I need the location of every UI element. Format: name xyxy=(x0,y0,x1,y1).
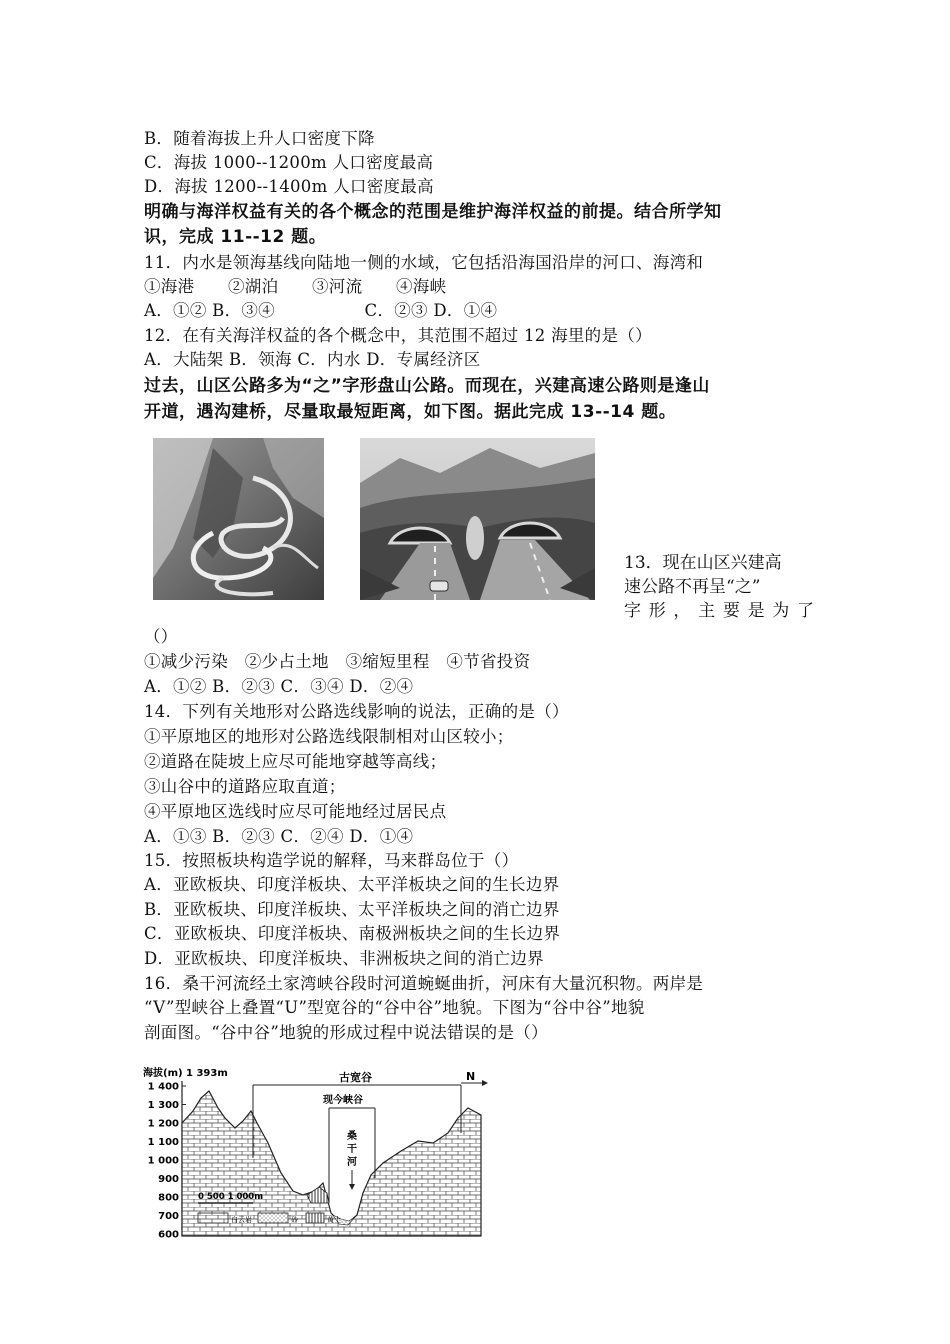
question-13-line-2: 速公路不再呈“之” xyxy=(624,577,761,597)
current-gorge-label: 现今峡谷 xyxy=(323,1095,363,1106)
intro-11-line-1: 明确与海洋权益有关的各个概念的范围是维护海洋权益的前提。结合所学知 xyxy=(144,202,722,222)
question-13-items: ①减少污染 ②少占土地 ③缩短里程 ④节省投资 xyxy=(144,652,531,671)
y-tick-label: 600 xyxy=(158,1229,179,1241)
question-14-item-1: ①平原地区的地形对公路选线限制相对山区较小； xyxy=(144,727,514,746)
ancient-valley-label: 古宽谷 xyxy=(339,1071,372,1084)
legend-loess-swatch xyxy=(306,1213,324,1223)
intro-11-line-2: 识，完成 11--12 题。 xyxy=(144,227,327,247)
y-tick-label: 1 000 xyxy=(147,1155,179,1167)
y-tick-label: 700 xyxy=(158,1211,179,1222)
intro-13-line-2: 开道，遇沟建桥，尽量取最短距离，如下图。据此完成 13--14 题。 xyxy=(144,402,677,422)
y-tick-label: 1 400 xyxy=(147,1081,179,1093)
y-tick-label: 1 100 xyxy=(147,1137,179,1148)
y-tick-label: 1 300 xyxy=(147,1100,179,1111)
question-12-options: A．大陆架 B．领海 C．内水 D．专属经济区 xyxy=(144,350,481,369)
question-16-line-2: “V”型峡谷上叠置“U”型宽谷的“谷中谷”地貌。下图为“谷中谷”地貌 xyxy=(144,998,645,1017)
river-label-2: 干 xyxy=(347,1144,357,1155)
legend-sand-swatch xyxy=(258,1213,288,1223)
y-tick-label: 1 200 xyxy=(147,1118,179,1130)
question-13-line-3: 字形，主要是为了 xyxy=(624,601,814,621)
option-c-line: C．海拔 1000--1200m 人口密度最高 xyxy=(144,153,434,172)
y-tick-label: 900 xyxy=(158,1174,179,1185)
question-15: 15．按照板块构造学说的解释，马来群岛位于（） xyxy=(144,851,519,870)
question-14-item-2: ②道路在陡坡上应尽可能地穿越等高线； xyxy=(144,752,447,771)
question-13-options: A．①② B．②③ C．③④ D．②④ xyxy=(144,677,414,696)
highway-tunnel-photo xyxy=(360,438,595,600)
legend-loess-label: 黄土 xyxy=(327,1216,341,1224)
y-axis-label: 海拔(m) xyxy=(143,1068,183,1079)
y-tick-label: 800 xyxy=(158,1192,179,1204)
winding-road-photo xyxy=(153,438,324,600)
legend-dolomite-label: 白云岩 xyxy=(231,1216,252,1224)
loess-deposit xyxy=(307,1187,329,1203)
question-15-option-d: D．亚欧板块、印度洋板块、非洲板块之间的消亡边界 xyxy=(144,949,544,968)
question-14-item-4: ④平原地区选线时应尽可能地经过居民点 xyxy=(144,802,447,821)
question-11-items: ①海港 ②湖泊 ③河流 ④海峡 xyxy=(144,277,447,296)
question-15-option-c: C．亚欧板块、印度洋板块、南极洲板块之间的生长边界 xyxy=(144,924,561,943)
y-ticks xyxy=(148,1082,186,1241)
option-b-line: B．随着海拔上升人口密度下降 xyxy=(144,129,375,148)
question-16-line-3: 剖面图。“谷中谷”地貌的形成过程中说法错误的是（） xyxy=(144,1023,548,1042)
option-d-line: D．海拔 1200--1400m 人口密度最高 xyxy=(144,177,434,196)
scale-label: 0 500 1 000m xyxy=(198,1192,264,1202)
question-13-line-4: （） xyxy=(144,627,178,646)
question-14-options: A．①③ B．②③ C．②④ D．①④ xyxy=(144,827,414,846)
question-14: 14．下列有关地形对公路选线影响的说法，正确的是（） xyxy=(144,702,569,721)
peak-label: 1 393m xyxy=(186,1068,228,1079)
intro-13-line-1: 过去，山区公路多为“之”字形盘山公路。而现在，兴建高速公路则是逢山 xyxy=(144,376,710,396)
question-15-option-b: B．亚欧板块、印度洋板块、太平洋板块之间的消亡边界 xyxy=(144,900,560,919)
legend-sand-label: 砂 xyxy=(291,1216,298,1224)
valley-cross-section-diagram xyxy=(143,1063,498,1243)
question-12: 12．在有关海洋权益的各个概念中，其范围不超过 12 海里的是（） xyxy=(144,326,652,345)
river-label-1: 桑 xyxy=(347,1131,357,1142)
question-11: 11．内水是领海基线向陆地一侧的水域，它包括沿海国沿岸的河口、海湾和 xyxy=(144,253,704,272)
question-11-options: A．①② B．③④ C．②③ D．①④ xyxy=(144,301,498,320)
question-14-item-3: ③山谷中的道路应取直道； xyxy=(144,777,346,796)
legend-dolomite-swatch xyxy=(198,1213,228,1223)
question-16-line-1: 16．桑干河流经土家湾峡谷段时河道蜿蜒曲折，河床有大量沉积物。两岸是 xyxy=(144,974,704,993)
river-label-3: 河 xyxy=(347,1157,357,1168)
question-13-line-1: 13．现在山区兴建高 xyxy=(624,553,782,573)
north-label: N xyxy=(466,1070,476,1083)
question-15-option-a: A．亚欧板块、印度洋板块、太平洋板块之间的生长边界 xyxy=(144,875,560,894)
